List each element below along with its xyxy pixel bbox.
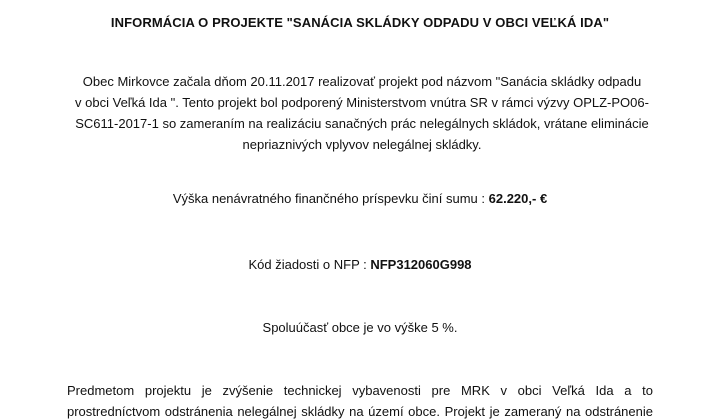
page-title: INFORMÁCIA O PROJEKTE "SANÁCIA SKLÁDKY ODPADU V OBCI VEĽKÁ IDA" (110, 15, 610, 30)
application-code-label: Kód žiadosti o NFP : (248, 257, 371, 272)
application-code-value: NFP312060G998 (370, 257, 472, 272)
intro-paragraph (58, 71, 666, 155)
grant-amount-value: 62.220,- € (488, 191, 548, 206)
application-code-paragraph (0, 254, 720, 275)
subject-paragraph (67, 380, 653, 420)
cofinancing-paragraph: Spoluúčasť obce je vo výške 5 %. (262, 320, 458, 335)
intro-line: SC611-2017-1 so zameraním na realizáciu sanačných prác nelegálnych skládok, vrátane eliminácie (75, 116, 649, 131)
intro-line: nepriaznivých vplyvov nelegálnej skládky. (242, 137, 482, 152)
grant-amount-paragraph (0, 188, 720, 209)
subject-line: Predmetom projektu je zvýšenie technickej vybavenosti pre MRK v obci Veľká Ida a to (67, 383, 653, 398)
intro-line: v obci Veľká Ida ". Tento projekt bol podporený Ministerstvom vnútra SR v rámci výzvy OPLZ-PO06- (75, 95, 649, 110)
intro-line: Obec Mirkovce začala dňom 20.11.2017 realizovať projekt pod názvom "Sanácia skládky odpadu (82, 74, 642, 89)
subject-line: prostredníctvom odstránenia nelegálnej skládky na území obce. Projekt je zameraný na odstránenie (67, 404, 653, 419)
grant-amount-label: Výška nenávratného finančného príspevku činí sumu : (172, 191, 489, 206)
